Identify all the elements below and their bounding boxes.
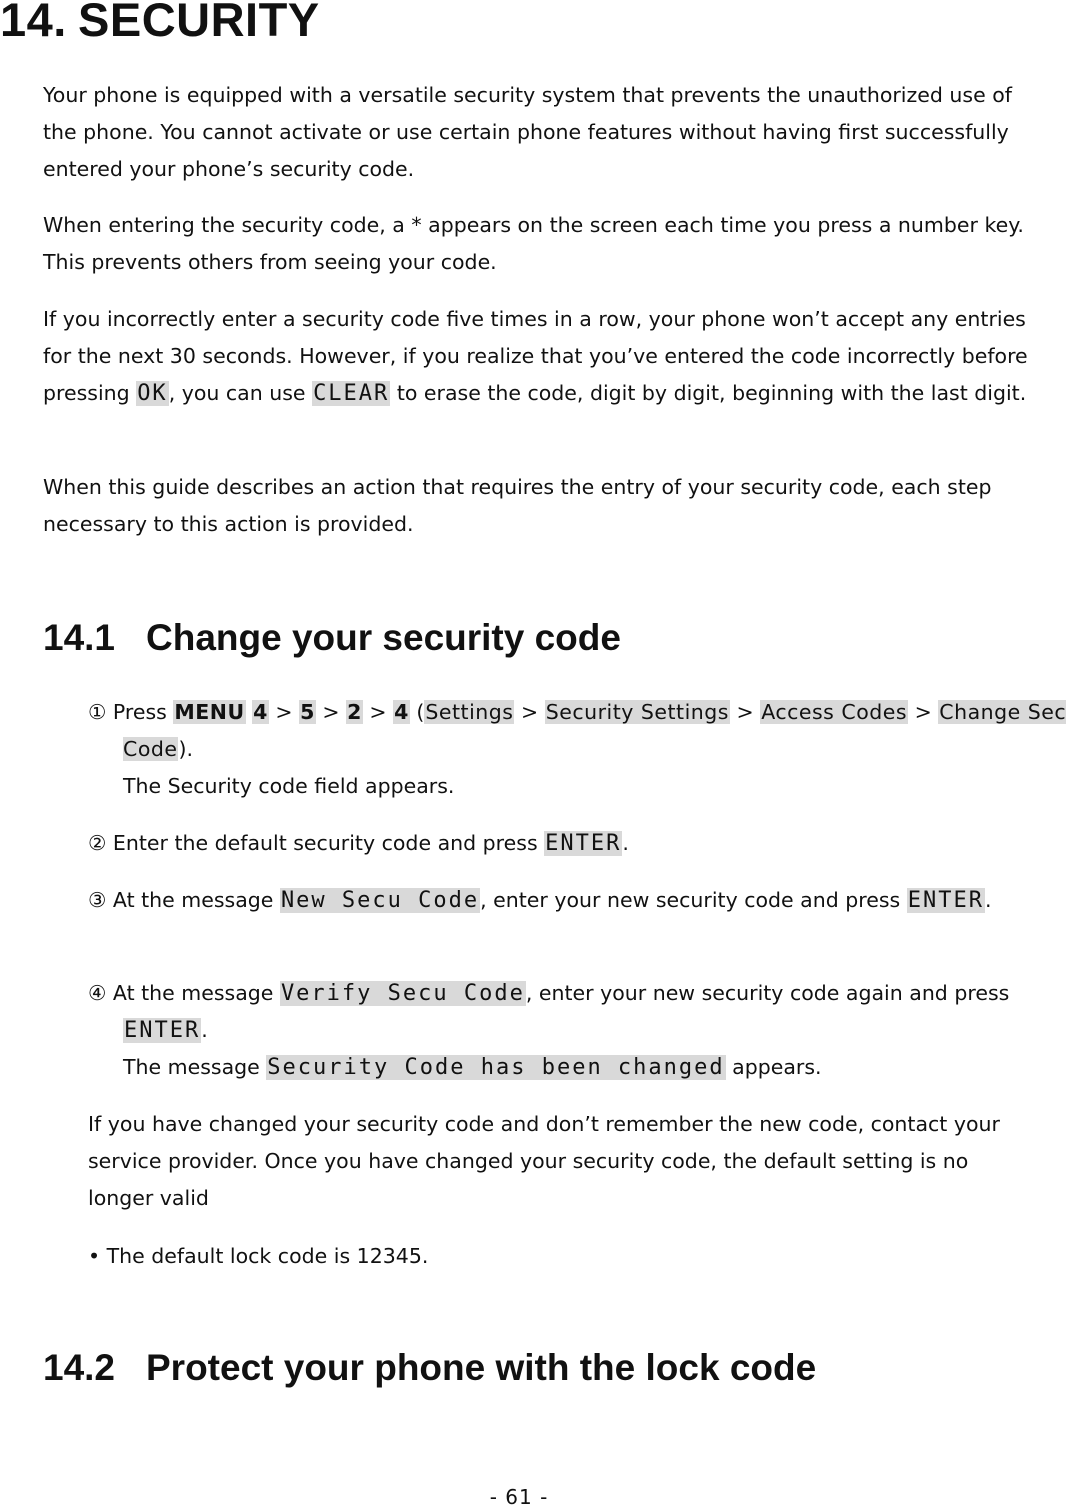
clear-key: CLEAR xyxy=(313,381,390,406)
section-1-note: If you have changed your security code and don’t remember the new code, contact your service provider. Once you have changed your security code, the default setting is no longer valid xyxy=(88,1112,1000,1210)
step-4-marker: ④ xyxy=(88,981,107,1005)
section-2-number: 14.2 xyxy=(43,1347,116,1388)
enter-key: ENTER xyxy=(545,831,622,856)
step-3-mid: , enter your new security code and press xyxy=(480,888,907,912)
intro-paragraph-3 xyxy=(43,301,1043,412)
step-3-end: . xyxy=(984,888,992,912)
key-5: 5 xyxy=(300,700,315,724)
separator: > xyxy=(315,700,347,724)
intro-paragraph-4: When this guide describes an action that requires the entry of your security code, each step necessary to this action is provided. xyxy=(43,475,992,536)
step-3-marker: ③ xyxy=(88,888,107,912)
open-paren: ( xyxy=(409,700,425,724)
intro-p3-text-a: If you incorrectly enter a security code five times in a row, your phone won’t accept any entries for the next 30 seconds. However, if you realize that you’ve entered the code incorrectly before pressing xyxy=(43,307,1028,405)
intro-p3-text-b: , you can use xyxy=(168,381,313,405)
close-paren: ). xyxy=(178,737,193,761)
chapter-title xyxy=(0,0,320,47)
section-1-heading xyxy=(43,617,621,659)
separator: > xyxy=(908,700,939,724)
chapter-title-text: SECURITY xyxy=(78,0,320,46)
section-1-number: 14.1 xyxy=(43,617,116,658)
step-1-result: The Security code field appears. xyxy=(123,774,455,798)
key-2: 2 xyxy=(347,700,362,724)
key-4: 4 xyxy=(253,700,268,724)
intro-p3-text-c: to erase the code, digit by digit, beginning with the last digit. xyxy=(390,381,1027,405)
step-4 xyxy=(88,975,1068,1086)
separator: > xyxy=(514,700,545,724)
intro-paragraph-1: Your phone is equipped with a versatile security system that prevents the unauthorized use of the phone. You cannot activate or use certain phone features without having first successfully entered your phone’s security code. xyxy=(43,83,1012,181)
default-code-bullet xyxy=(88,1238,428,1275)
section-2-heading xyxy=(43,1347,816,1389)
menu-access-codes: Access Codes xyxy=(761,700,908,724)
separator: > xyxy=(268,700,300,724)
bullet-dot: • xyxy=(88,1244,101,1268)
step-2 xyxy=(88,825,1068,862)
step-4-text: At the message xyxy=(106,981,280,1005)
chapter-number: 14. xyxy=(0,0,67,46)
menu-key: MENU xyxy=(174,700,245,724)
step-3 xyxy=(88,882,1068,919)
step-4-result-a: The message xyxy=(123,1055,267,1079)
step-2-marker: ② xyxy=(88,831,107,855)
menu-security-settings: Security Settings xyxy=(545,700,729,724)
intro-paragraph-2: When entering the security code, a * appears on the screen each time you press a number key. This prevents others from seeing your code. xyxy=(43,213,1024,274)
lcd-code-changed: Security Code has been changed xyxy=(267,1055,725,1080)
step-1-press-text: Press xyxy=(106,700,174,724)
lcd-new-secu-code: New Secu Code xyxy=(280,888,480,913)
separator: > xyxy=(362,700,394,724)
step-4-end: . xyxy=(201,1018,208,1042)
step-1-marker: ① xyxy=(88,700,107,724)
section-1-title: Change your security code xyxy=(146,617,621,658)
key-4: 4 xyxy=(394,700,409,724)
menu-settings: Settings xyxy=(425,700,514,724)
section-2-title: Protect your phone with the lock code xyxy=(146,1347,817,1388)
menu-change-sec-code: Change Sec Code xyxy=(123,700,1067,761)
enter-key: ENTER xyxy=(907,888,984,913)
step-1 xyxy=(88,694,1068,805)
step-3-text: At the message xyxy=(106,888,280,912)
separator: > xyxy=(729,700,761,724)
step-2-end: . xyxy=(622,831,629,855)
step-2-text: Enter the default security code and press xyxy=(106,831,545,855)
lcd-verify-secu-code: Verify Secu Code xyxy=(280,981,525,1006)
enter-key: ENTER xyxy=(124,1018,201,1043)
page-number: - 61 - xyxy=(489,1485,549,1509)
ok-key: OK xyxy=(137,381,168,406)
step-4-mid: , enter your new security code again and press xyxy=(525,981,1010,1005)
bullet-text: The default lock code is 12345. xyxy=(106,1244,429,1268)
step-4-result-b: appears. xyxy=(725,1055,822,1079)
